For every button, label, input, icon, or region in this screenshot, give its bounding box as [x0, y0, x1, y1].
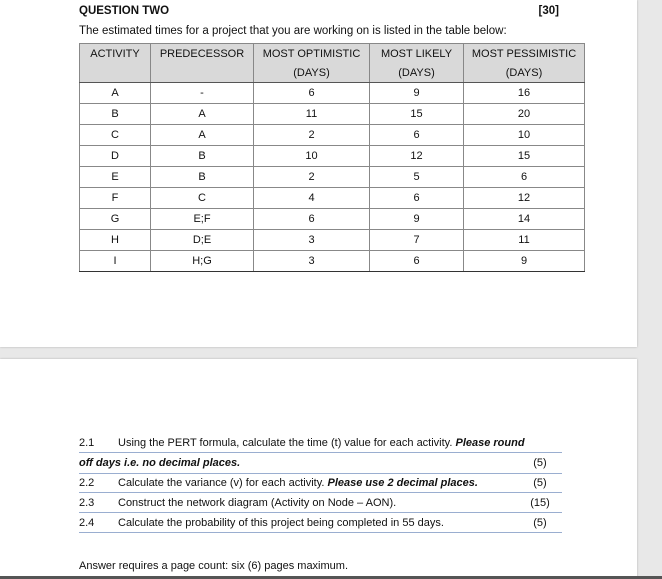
cell-activity: I — [80, 251, 151, 272]
cell-predecessor: - — [151, 83, 254, 104]
item-emphasis: Please round — [455, 437, 525, 449]
header-most-pessimistic-unit: (DAYS) — [464, 63, 585, 83]
table-row — [80, 83, 585, 104]
cell-activity: A — [80, 83, 151, 104]
divider-line — [79, 512, 562, 513]
question-title: QUESTION TWO — [79, 5, 170, 17]
table-row — [80, 230, 585, 251]
divider-line — [79, 452, 562, 453]
divider-line — [79, 532, 562, 533]
question-total-marks: [30] — [538, 5, 559, 17]
cell-optimistic: 3 — [254, 251, 370, 272]
table-row — [80, 188, 585, 209]
item-number: 2.4 — [79, 517, 95, 529]
cell-likely: 15 — [370, 104, 464, 125]
cell-likely: 7 — [370, 230, 464, 251]
item-text: Construct the network diagram (Activity on Node – AON). — [118, 497, 397, 509]
table-row — [80, 146, 585, 167]
cell-activity: G — [80, 209, 151, 230]
table-row — [80, 104, 585, 125]
cell-pessimistic: 11 — [464, 230, 585, 251]
question-header — [79, 5, 559, 17]
cell-pessimistic: 12 — [464, 188, 585, 209]
cell-pessimistic: 6 — [464, 167, 585, 188]
table-row — [80, 209, 585, 230]
divider-line — [79, 492, 562, 493]
cell-optimistic: 4 — [254, 188, 370, 209]
item-number: 2.3 — [79, 497, 95, 509]
cell-likely: 5 — [370, 167, 464, 188]
header-most-optimistic: MOST OPTIMISTIC — [254, 44, 370, 64]
cell-predecessor: E;F — [151, 209, 254, 230]
header-predecessor-unit — [151, 63, 254, 83]
cell-optimistic: 11 — [254, 104, 370, 125]
cell-predecessor: C — [151, 188, 254, 209]
cell-optimistic: 6 — [254, 83, 370, 104]
cell-optimistic: 2 — [254, 167, 370, 188]
cell-likely: 6 — [370, 251, 464, 272]
cell-likely: 9 — [370, 209, 464, 230]
activity-times-table — [79, 43, 585, 272]
cell-predecessor: D;E — [151, 230, 254, 251]
cell-likely: 6 — [370, 188, 464, 209]
cell-likely: 12 — [370, 146, 464, 167]
table-row — [80, 251, 585, 272]
cell-predecessor: A — [151, 104, 254, 125]
cell-predecessor: A — [151, 125, 254, 146]
item-text: Calculate the probability of this project being completed in 55 days. — [118, 517, 444, 529]
cell-optimistic: 6 — [254, 209, 370, 230]
cell-optimistic: 10 — [254, 146, 370, 167]
header-predecessor: PREDECESSOR — [151, 44, 254, 64]
header-most-likely-unit: (DAYS) — [370, 63, 464, 83]
header-activity: ACTIVITY — [80, 44, 151, 64]
header-most-optimistic-unit: (DAYS) — [254, 63, 370, 83]
item-text-continued: off days i.e. no decimal places. — [79, 457, 241, 469]
item-emphasis: Please use 2 decimal places. — [327, 477, 478, 489]
document-page-2 — [0, 359, 637, 579]
table-header-row — [80, 44, 585, 64]
header-most-pessimistic: MOST PESSIMISTIC — [464, 44, 585, 64]
table-header-row-units — [80, 63, 585, 83]
cell-pessimistic: 16 — [464, 83, 585, 104]
cell-activity: F — [80, 188, 151, 209]
cell-optimistic: 2 — [254, 125, 370, 146]
cell-predecessor: H;G — [151, 251, 254, 272]
cell-likely: 6 — [370, 125, 464, 146]
cell-activity: D — [80, 146, 151, 167]
cell-predecessor: B — [151, 167, 254, 188]
item-marks: (5) — [533, 477, 547, 489]
cell-optimistic: 3 — [254, 230, 370, 251]
cell-pessimistic: 14 — [464, 209, 585, 230]
divider-line — [79, 473, 562, 474]
item-marks: (5) — [533, 457, 547, 469]
item-number: 2.1 — [79, 437, 95, 449]
cell-activity: B — [80, 104, 151, 125]
cell-pessimistic: 9 — [464, 251, 585, 272]
cell-predecessor: B — [151, 146, 254, 167]
cell-pessimistic: 15 — [464, 146, 585, 167]
cell-pessimistic: 20 — [464, 104, 585, 125]
header-most-likely: MOST LIKELY — [370, 44, 464, 64]
intro-text: The estimated times for a project that you are working on is listed in the table below: — [79, 25, 507, 37]
table-row — [80, 125, 585, 146]
header-activity-unit — [80, 63, 151, 83]
item-marks: (5) — [533, 517, 547, 529]
item-text: Calculate the variance (v) for each activity. Please use 2 decimal places. — [118, 477, 478, 489]
cell-activity: H — [80, 230, 151, 251]
item-marks: (15) — [530, 497, 550, 509]
cell-pessimistic: 10 — [464, 125, 585, 146]
page-count-note: Answer requires a page count: six (6) pages maximum. — [79, 560, 349, 572]
item-number: 2.2 — [79, 477, 95, 489]
item-text: Using the PERT formula, calculate the time (t) value for each activity. Please round — [118, 437, 525, 449]
cell-activity: E — [80, 167, 151, 188]
table-row — [80, 167, 585, 188]
cell-likely: 9 — [370, 83, 464, 104]
cell-activity: C — [80, 125, 151, 146]
